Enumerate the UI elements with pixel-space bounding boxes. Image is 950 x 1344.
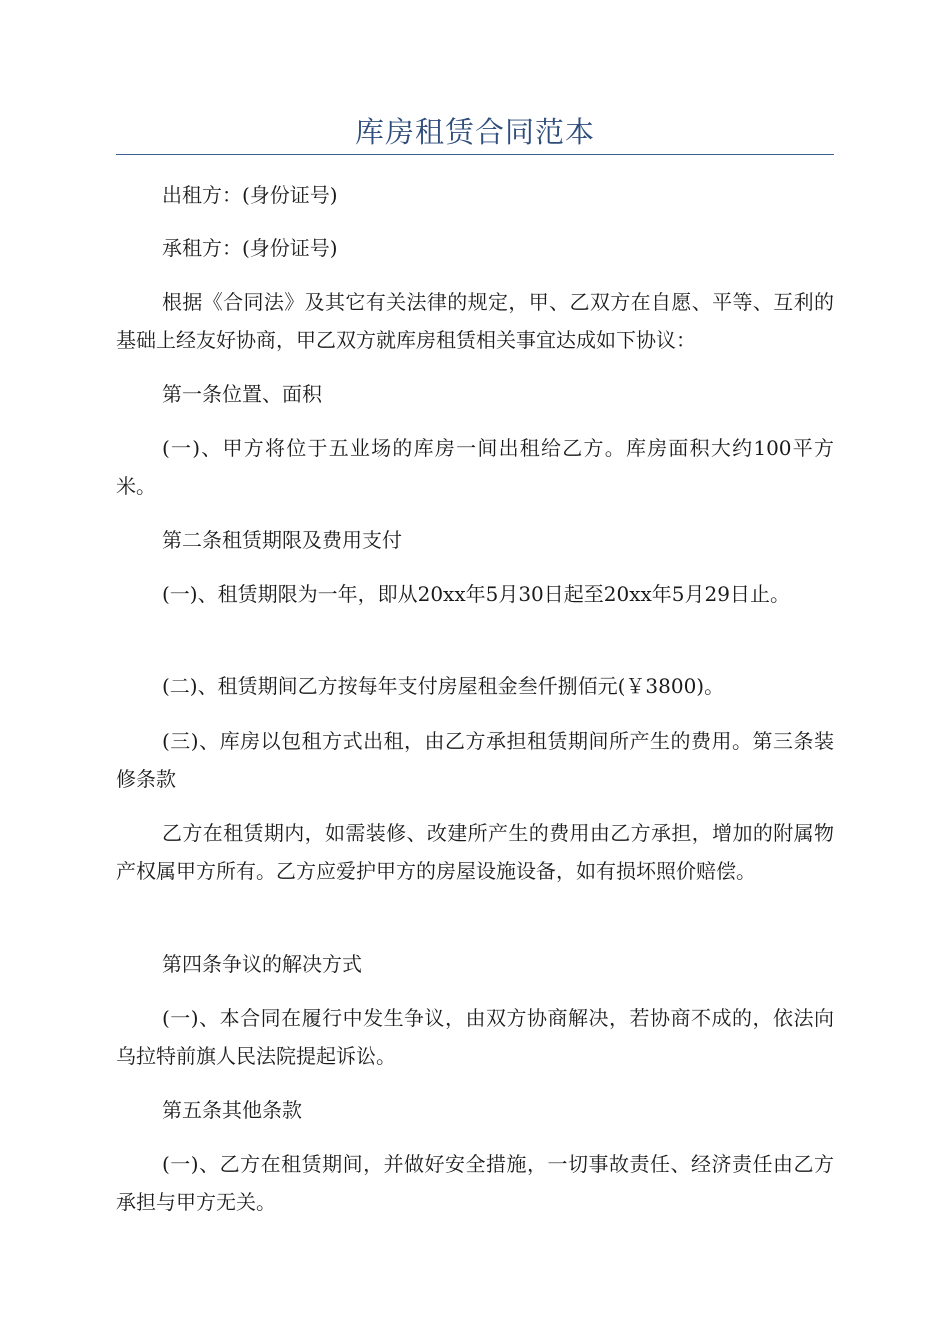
title-underline	[116, 154, 834, 155]
paragraph-article-1-item-1: (一)、甲方将位于五业场的库房一间出租给乙方。库房面积大约100平方米。	[116, 436, 834, 498]
paragraph-article-3: 乙方在租赁期内，如需装修、改建所产生的费用由乙方承担，增加的附属物产权属甲方所有。乙方应爱护甲方的房屋设施设备，如有损坏照价赔偿。	[116, 821, 834, 883]
paragraph-preamble: 根据《合同法》及其它有关法律的规定，甲、乙双方在自愿、平等、互利的基础上经友好协商，甲乙双方就库房租赁相关事宜达成如下协议：	[116, 290, 834, 352]
heading-article-2: 第二条租赁期限及费用支付	[162, 528, 402, 552]
heading-article-4: 第四条争议的解决方式	[162, 952, 362, 976]
paragraph-article-2-item-2: (二)、租赁期间乙方按每年支付房屋租金叁仟捌佰元(￥3800)。	[162, 674, 725, 698]
paragraph-article-5-item-1: (一)、乙方在租赁期间，并做好安全措施，一切事故责任、经济责任由乙方承担与甲方无关。	[116, 1152, 834, 1214]
heading-article-5: 第五条其他条款	[162, 1098, 302, 1122]
paragraph-article-4-item-1: (一)、本合同在履行中发生争议，由双方协商解决，若协商不成的，依法向乌拉特前旗人民法院提起诉讼。	[116, 1006, 834, 1068]
paragraph-lessor: 出租方：(身份证号)	[162, 183, 338, 207]
paragraph-article-2-item-1: (一)、租赁期限为一年，即从20xx年5月30日起至20xx年5月29日止。	[162, 582, 790, 606]
paragraph-lessee: 承租方：(身份证号)	[162, 236, 338, 260]
heading-article-1: 第一条位置、面积	[162, 382, 322, 406]
document-title: 库房租赁合同范本	[354, 115, 595, 149]
paragraph-article-2-item-3: (三)、库房以包租方式出租，由乙方承担租赁期间所产生的费用。第三条装修条款	[116, 729, 834, 791]
